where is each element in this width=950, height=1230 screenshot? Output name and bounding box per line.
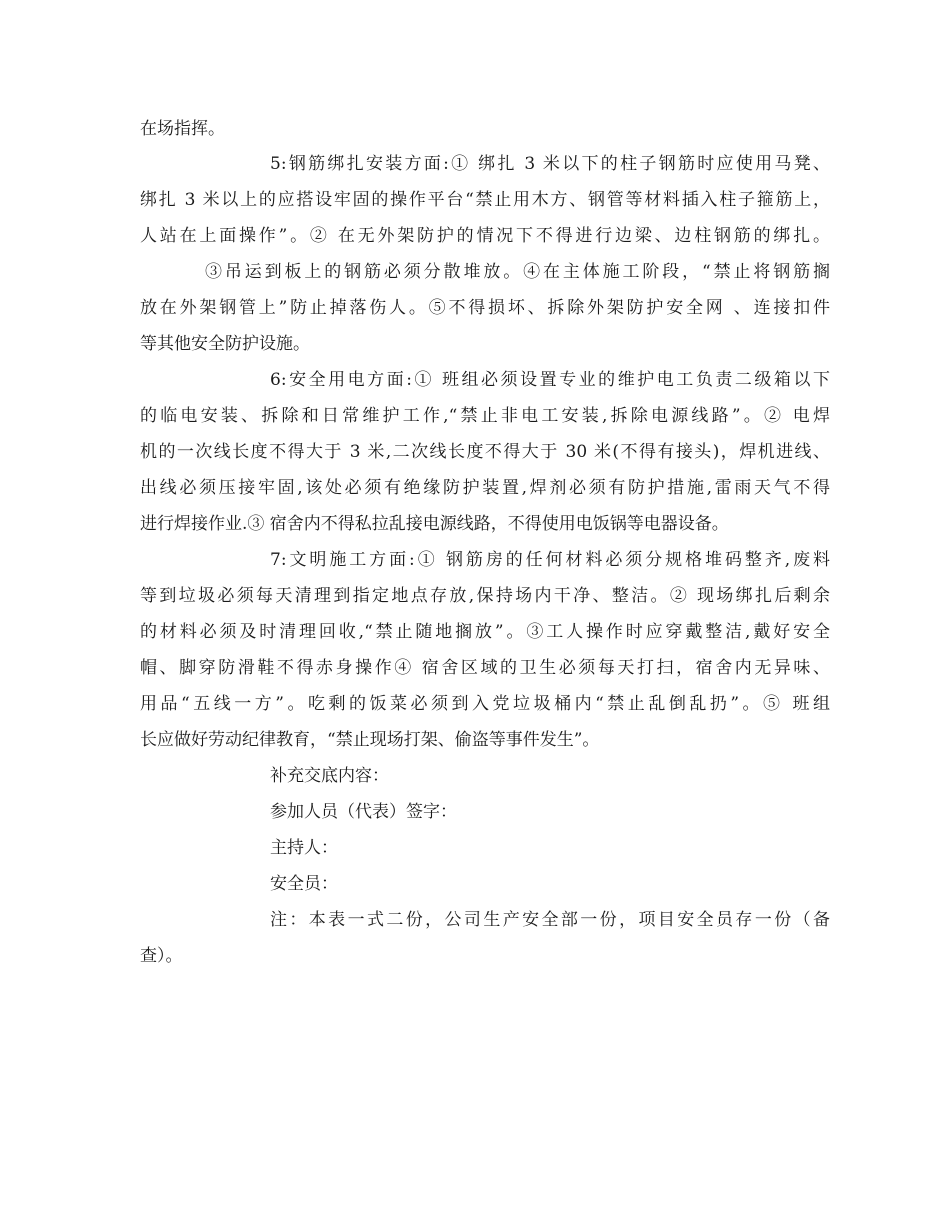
text-line: 的材料必须及时清理回收,“禁止随地搁放”。③工人操作时应穿戴整洁,戴好安全 (140, 622, 830, 642)
supplement-label: 补充交底内容： (270, 766, 389, 786)
note-line: 注：本表一式二份，公司生产安全部一份，项目安全员存一份（备 (270, 910, 830, 930)
text-line: 人站在上面操作”。② 在无外架防护的情况下不得进行边梁、边柱钢筋的绑扎。 (140, 226, 830, 246)
text-line: 出线必须压接牢固,该处必须有绝缘防护装置,焊剂必须有防护措施,雷雨天气不得 (140, 478, 830, 498)
note-line-end: 查）。 (140, 946, 183, 966)
text-line: 帽、脚穿防滑鞋不得赤身操作④ 宿舍区域的卫生必须每天打扫，宿舍内无异味、 (140, 658, 830, 678)
text-line: 绑扎 3 米以上的应搭设牢固的操作平台“禁止用木方、钢管等材料插入柱子箍筋上， (140, 190, 830, 210)
text-line: 放在外架钢管上”防止掉落伤人。⑤不得损坏、拆除外架防护安全网 、连接扣件 (140, 298, 830, 318)
text-line: 用品“五线一方”。吃剩的饭菜必须到入党垃圾桶内“禁止乱倒乱扔”。⑤ 班组 (140, 694, 830, 714)
text-line: 的临电安装、拆除和日常维护工作,“禁止非电工安装,拆除电源线路”。② 电焊 (140, 406, 830, 426)
section-7-heading: 7:文明施工方面:① 钢筋房的任何材料必须分规格堆码整齐,废料 (270, 550, 830, 570)
text-line: 在场指挥。 (140, 119, 225, 139)
safety-officer-label: 安全员： (270, 874, 338, 894)
participants-signature-label: 参加人员（代表）签字： (270, 802, 457, 822)
host-label: 主持人： (270, 838, 338, 858)
text-line: 等到垃圾必须每天清理到指定地点存放,保持场内干净、整洁。② 现场绑扎后剩余 (140, 586, 830, 606)
text-line: 进行焊接作业.③ 宿舍内不得私拉乱接电源线路，不得使用电饭锅等电器设备。 (140, 514, 729, 534)
text-line: 等其他安全防护设施。 (140, 334, 310, 354)
text-line: ③吊运到板上的钢筋必须分散堆放。④在主体施工阶段，“禁止将钢筋搁 (205, 262, 830, 282)
section-5-heading: 5:钢筋绑扎安装方面:① 绑扎 3 米以下的柱子钢筋时应使用马凳、 (270, 154, 830, 174)
text-line: 机的一次线长度不得大于 3 米,二次线长度不得大于 30 米(不得有接头)，焊机进线、 (140, 442, 830, 462)
text-line: 长应做好劳动纪律教育，“禁止现场打架、偷盗等事件发生”。 (140, 730, 600, 750)
section-6-heading: 6:安全用电方面:① 班组必须设置专业的维护电工负责二级箱以下 (270, 370, 830, 390)
